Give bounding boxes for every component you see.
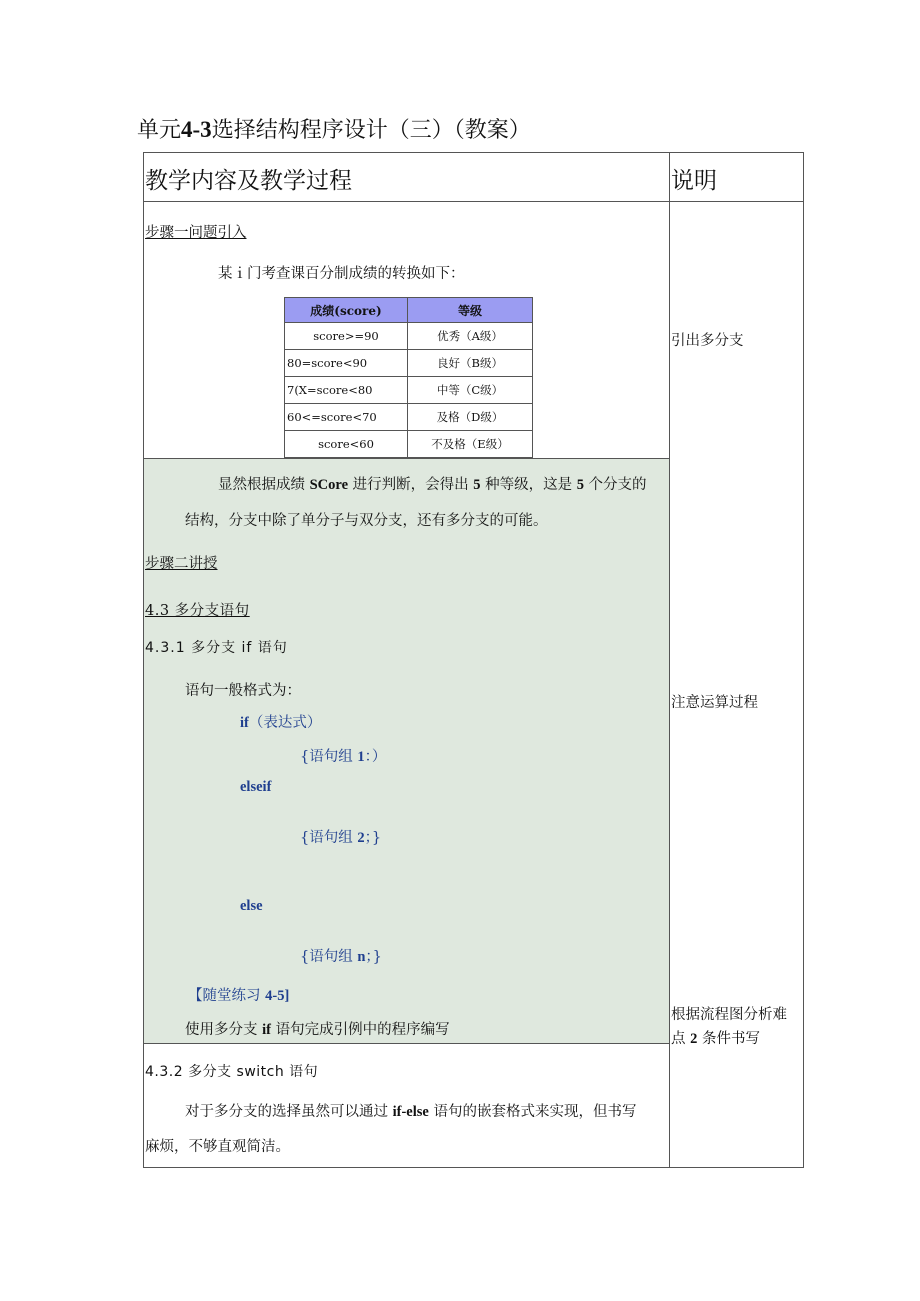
column-divider — [669, 152, 670, 1167]
header-divider — [143, 201, 803, 202]
grade-table — [284, 297, 533, 458]
score-cell: score<60 — [285, 431, 408, 458]
table-row — [285, 431, 533, 458]
explain-paragraph-line2: 结构，分支中除了单分子与双分支，还有多分支的可能。 — [185, 513, 548, 529]
exercise-title: 【随堂练习 4-5] — [188, 988, 290, 1004]
section-4-3-1-heading: 4.3.1 多分支 if 语句 — [145, 640, 288, 656]
grade-cell: 及格（D级） — [408, 404, 533, 431]
grade-table-header: 等级 — [408, 298, 533, 323]
code-if-line: if（表达式） — [240, 715, 322, 731]
code-else-line: else — [240, 898, 263, 914]
table-row — [285, 404, 533, 431]
grade-cell: 不及格（E级） — [408, 431, 533, 458]
code-elseif-line: elseif — [240, 779, 272, 795]
row-divider — [143, 1043, 670, 1044]
step1-intro: 某ｉ门考查课百分制成绩的转换如下： — [218, 266, 465, 282]
switch-paragraph-line1: 对于多分支的选择虽然可以通过 if-else 语句的嵌套格式来实现，但书写 — [185, 1104, 637, 1120]
note-multi-branch: 引出多分支 — [671, 333, 744, 349]
note-calculation: 注意运算过程 — [671, 695, 758, 711]
table-row — [285, 323, 533, 350]
score-cell: 60<=score<70 — [285, 404, 408, 431]
grade-cell: 优秀（A级） — [408, 323, 533, 350]
section-4-3-heading: 4.3 多分支语句 — [145, 603, 250, 619]
exercise-text: 使用多分支 if 语句完成引例中的程序编写 — [185, 1022, 450, 1038]
grade-table-header: 成绩(score) — [285, 298, 408, 323]
content-column-header: 教学内容及教学过程 — [145, 168, 352, 194]
code-group1-line: {语句组 1：） — [300, 749, 387, 765]
code-groupn-line: {语句组 n；} — [300, 949, 382, 965]
step2-heading: 步骤二讲授 — [145, 556, 218, 572]
document-title: 单元4-3选择结构程序设计（三）（教案） — [137, 117, 531, 143]
grade-cell: 良好（B级） — [408, 350, 533, 377]
notes-column-header: 说明 — [671, 168, 717, 194]
grade-cell: 中等（C级） — [408, 377, 533, 404]
code-group2-line: {语句组 2；} — [300, 830, 382, 846]
note-flowchart-line2: 点 2 条件书写 — [671, 1031, 760, 1047]
step1-heading: 步骤一问题引入 — [145, 225, 247, 241]
score-cell: 7(X=score<80 — [285, 377, 408, 404]
score-cell: score>=90 — [285, 323, 408, 350]
table-row — [285, 350, 533, 377]
format-label: 语句一般格式为： — [185, 683, 301, 699]
table-row — [285, 377, 533, 404]
section-4-3-2-heading: 4.3.2 多分支 switch 语句 — [145, 1064, 319, 1080]
note-flowchart-line1: 根据流程图分析难 — [671, 1007, 787, 1023]
row-divider — [143, 458, 670, 459]
switch-paragraph-line2: 麻烦，不够直观简洁。 — [145, 1139, 290, 1155]
explain-paragraph-line1: 显然根据成绩 SCore 进行判断，会得出 5 种等级，这是 5 个分支的 — [218, 477, 647, 493]
score-cell: 80=score<90 — [285, 350, 408, 377]
